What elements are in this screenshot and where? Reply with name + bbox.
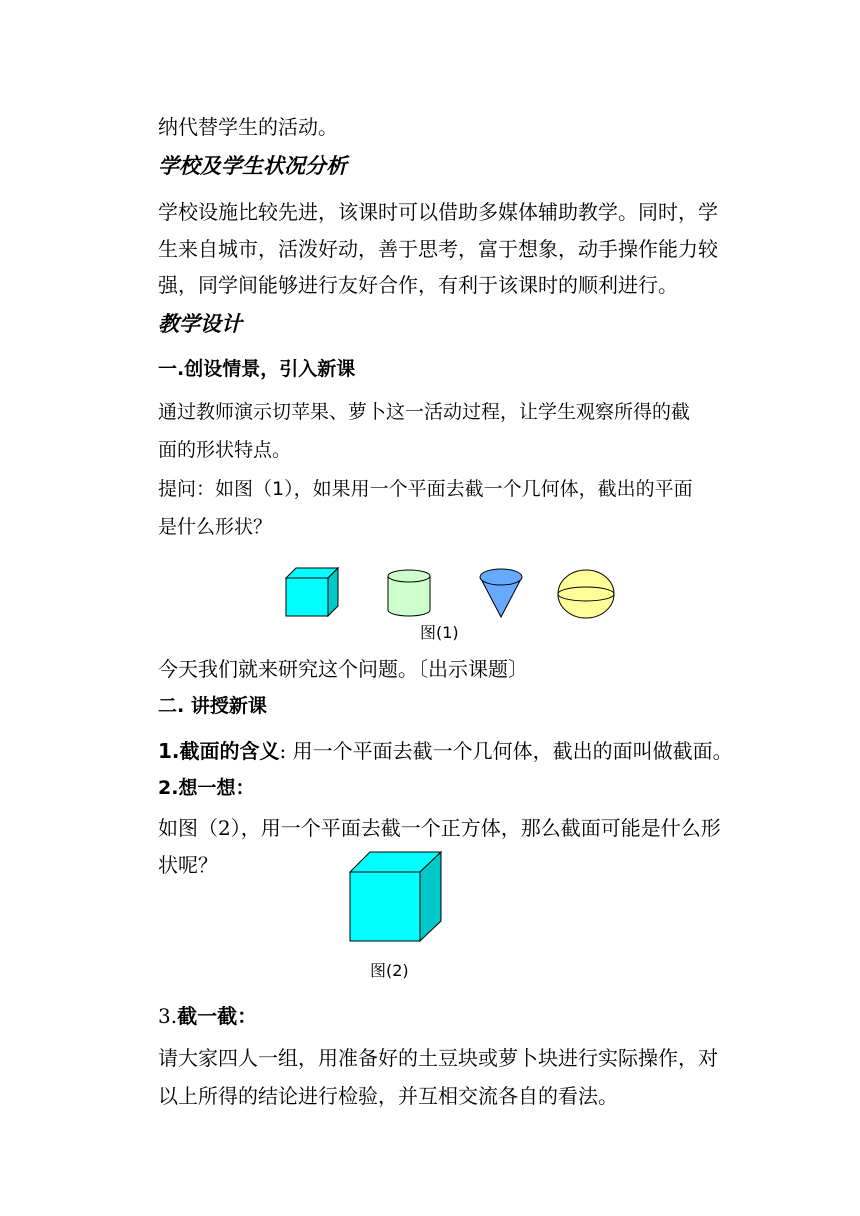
large-cube-shape xyxy=(348,850,444,944)
paragraph-line: 是什么形状？ xyxy=(158,516,273,538)
think-label: 2.想一想： xyxy=(158,777,255,799)
cone-shape xyxy=(478,567,524,619)
paragraph-line: 通过教师演示切苹果、萝卜这一活动过程，让学生观察所得的截 xyxy=(158,401,691,423)
cube-shape xyxy=(284,566,340,618)
paragraph-line: 学校设施比较先进，该课时可以借助多媒体辅助教学。同时，学 xyxy=(158,200,718,224)
definition-label: 1.截面的含义 xyxy=(158,739,280,763)
cut-number: 3. xyxy=(158,1004,178,1028)
cut-label: 截一截： xyxy=(177,1004,258,1028)
paragraph-line: 提问：如图（1），如果用一个平面去截一个几何体，截出的平面 xyxy=(158,478,693,500)
paragraph-line: 生来自城市，活泼好动，善于思考，富于想象，动手操作能力较 xyxy=(158,237,718,261)
figure-1-caption: 图(1) xyxy=(420,623,459,642)
subsection-heading-new-lesson: 二. 讲授新课 xyxy=(158,695,267,717)
paragraph-line: 强，同学间能够进行友好合作，有利于该课时的顺利进行。 xyxy=(158,273,678,297)
definition-text: : 用一个平面去截一个几何体，截出的面叫做截面。 xyxy=(279,739,733,763)
sphere-shape xyxy=(556,568,616,620)
figure-2-caption: 图(2) xyxy=(370,961,409,980)
paragraph-line: 今天我们就来研究这个问题。〔出示课题〕 xyxy=(158,657,528,681)
definition-line xyxy=(158,738,733,764)
cylinder-shape xyxy=(386,568,432,618)
text-line: 纳代替学生的活动。 xyxy=(158,115,338,139)
section-heading-school-analysis: 学校及学生状况分析 xyxy=(158,154,347,178)
subsection-heading-intro: 一.创设情景，引入新课 xyxy=(158,358,356,380)
paragraph-line: 面的形状特点。 xyxy=(158,439,292,461)
paragraph-line: 以上所得的结论进行检验，并互相交流各自的看法。 xyxy=(158,1084,618,1108)
paragraph-line: 请大家四人一组，用准备好的土豆块或萝卜块进行实际操作，对 xyxy=(158,1046,718,1070)
cut-label-line xyxy=(158,1003,257,1029)
paragraph-line: 状呢？ xyxy=(158,853,218,877)
paragraph-line: 如图（2），用一个平面去截一个正方体，那么截面可能是什么形 xyxy=(158,816,721,840)
section-heading-teaching-design: 教学设计 xyxy=(158,312,242,336)
